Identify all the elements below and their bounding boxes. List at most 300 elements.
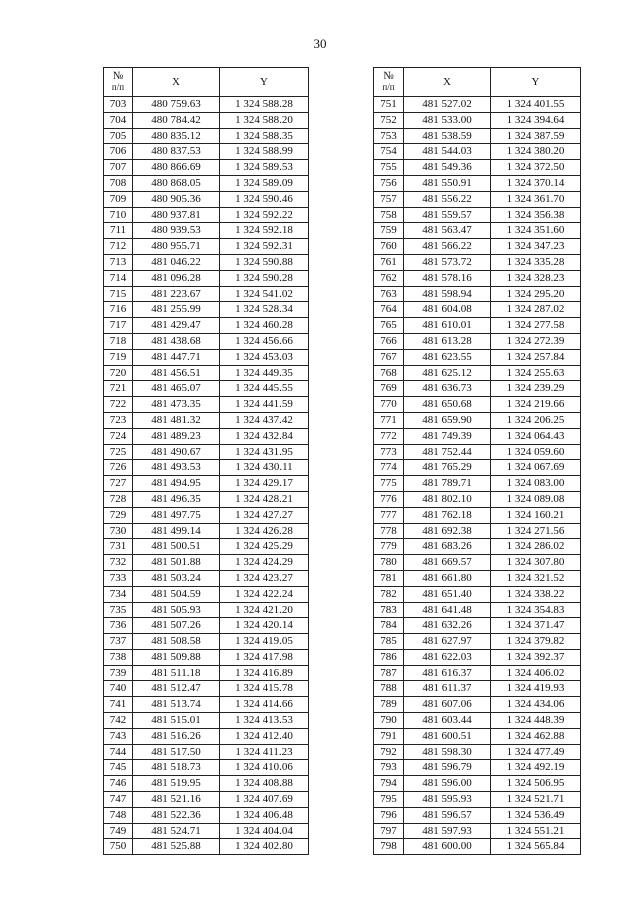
cell-y: 1 324 064.43 — [491, 428, 581, 444]
cell-x: 481 473.35 — [133, 397, 220, 413]
cell-number: 762 — [374, 270, 404, 286]
table-row — [374, 507, 581, 523]
cell-x: 481 508.58 — [133, 634, 220, 650]
table-row — [374, 586, 581, 602]
table-row — [374, 602, 581, 618]
cell-y: 1 324 419.05 — [220, 634, 309, 650]
cell-x: 481 512.47 — [133, 681, 220, 697]
cell-number: 793 — [374, 760, 404, 776]
cell-x: 481 490.67 — [133, 444, 220, 460]
cell-number: 751 — [374, 97, 404, 113]
cell-y: 1 324 415.78 — [220, 681, 309, 697]
cell-x: 481 596.57 — [404, 807, 491, 823]
cell-number: 703 — [104, 97, 133, 113]
cell-number: 754 — [374, 144, 404, 160]
cell-y: 1 324 356.38 — [491, 207, 581, 223]
cell-number: 743 — [104, 728, 133, 744]
cell-x: 481 518.73 — [133, 760, 220, 776]
cell-y: 1 324 434.06 — [491, 697, 581, 713]
cell-y: 1 324 430.11 — [220, 460, 309, 476]
cell-number: 745 — [104, 760, 133, 776]
cell-y: 1 324 404.04 — [220, 823, 309, 839]
cell-number: 779 — [374, 539, 404, 555]
cell-x: 481 651.40 — [404, 586, 491, 602]
table-row — [374, 444, 581, 460]
header-y: Y — [491, 68, 581, 97]
table-row — [374, 112, 581, 128]
coordinates-table-right — [373, 67, 581, 855]
cell-x: 481 501.88 — [133, 555, 220, 571]
table-row — [374, 523, 581, 539]
cell-y: 1 324 432.84 — [220, 428, 309, 444]
cell-y: 1 324 286.02 — [491, 539, 581, 555]
cell-number: 753 — [374, 128, 404, 144]
cell-x: 481 622.03 — [404, 649, 491, 665]
table-row — [374, 191, 581, 207]
table-row — [374, 491, 581, 507]
cell-y: 1 324 160.21 — [491, 507, 581, 523]
table-row — [104, 713, 309, 729]
cell-number: 791 — [374, 728, 404, 744]
cell-number: 725 — [104, 444, 133, 460]
cell-y: 1 324 589.09 — [220, 175, 309, 191]
cell-y: 1 324 401.55 — [491, 97, 581, 113]
cell-y: 1 324 411.23 — [220, 744, 309, 760]
cell-number: 777 — [374, 507, 404, 523]
cell-y: 1 324 272.39 — [491, 333, 581, 349]
table-row — [374, 160, 581, 176]
cell-x: 481 519.95 — [133, 776, 220, 792]
cell-x: 481 517.50 — [133, 744, 220, 760]
cell-x: 481 538.59 — [404, 128, 491, 144]
cell-number: 784 — [374, 618, 404, 634]
cell-y: 1 324 419.93 — [491, 681, 581, 697]
table-row — [104, 254, 309, 270]
cell-number: 780 — [374, 555, 404, 571]
cell-y: 1 324 307.80 — [491, 555, 581, 571]
table-row — [104, 618, 309, 634]
cell-y: 1 324 588.20 — [220, 112, 309, 128]
cell-y: 1 324 371.47 — [491, 618, 581, 634]
cell-number: 747 — [104, 792, 133, 808]
cell-number: 746 — [104, 776, 133, 792]
header-number-abbrev: п/п — [111, 82, 125, 92]
table-row — [104, 365, 309, 381]
table-row — [374, 681, 581, 697]
cell-number: 729 — [104, 507, 133, 523]
cell-number: 748 — [104, 807, 133, 823]
cell-x: 481 500.51 — [133, 539, 220, 555]
cell-x: 481 610.01 — [404, 318, 491, 334]
cell-y: 1 324 462.88 — [491, 728, 581, 744]
table-row — [104, 539, 309, 555]
cell-number: 759 — [374, 223, 404, 239]
cell-x: 481 607.06 — [404, 697, 491, 713]
cell-x: 480 759.63 — [133, 97, 220, 113]
cell-number: 724 — [104, 428, 133, 444]
table-row — [104, 112, 309, 128]
cell-number: 707 — [104, 160, 133, 176]
cell-y: 1 324 588.99 — [220, 144, 309, 160]
cell-x: 481 596.00 — [404, 776, 491, 792]
cell-number: 727 — [104, 476, 133, 492]
cell-y: 1 324 351.60 — [491, 223, 581, 239]
cell-x: 481 507.26 — [133, 618, 220, 634]
table-row — [374, 428, 581, 444]
cell-number: 794 — [374, 776, 404, 792]
cell-y: 1 324 413.53 — [220, 713, 309, 729]
cell-x: 481 749.39 — [404, 428, 491, 444]
cell-x: 481 505.93 — [133, 602, 220, 618]
table-row — [104, 839, 309, 855]
cell-y: 1 324 506.95 — [491, 776, 581, 792]
cell-y: 1 324 380.20 — [491, 144, 581, 160]
cell-number: 776 — [374, 491, 404, 507]
table-row — [104, 728, 309, 744]
cell-y: 1 324 588.28 — [220, 97, 309, 113]
cell-x: 481 516.26 — [133, 728, 220, 744]
cell-number: 736 — [104, 618, 133, 634]
cell-number: 774 — [374, 460, 404, 476]
cell-y: 1 324 421.20 — [220, 602, 309, 618]
cell-number: 714 — [104, 270, 133, 286]
cell-number: 737 — [104, 634, 133, 650]
cell-x: 481 456.51 — [133, 365, 220, 381]
cell-y: 1 324 239.29 — [491, 381, 581, 397]
table-row — [374, 318, 581, 334]
cell-y: 1 324 408.88 — [220, 776, 309, 792]
table-row — [104, 507, 309, 523]
cell-x: 481 497.75 — [133, 507, 220, 523]
cell-y: 1 324 206.25 — [491, 412, 581, 428]
cell-y: 1 324 328.23 — [491, 270, 581, 286]
cell-x: 481 600.00 — [404, 839, 491, 855]
cell-x: 480 939.53 — [133, 223, 220, 239]
cell-number: 787 — [374, 665, 404, 681]
cell-number: 722 — [104, 397, 133, 413]
table-row — [374, 555, 581, 571]
cell-y: 1 324 257.84 — [491, 349, 581, 365]
cell-number: 772 — [374, 428, 404, 444]
cell-number: 735 — [104, 602, 133, 618]
cell-y: 1 324 492.19 — [491, 760, 581, 776]
cell-number: 711 — [104, 223, 133, 239]
cell-number: 726 — [104, 460, 133, 476]
cell-y: 1 324 347.23 — [491, 239, 581, 255]
cell-number: 713 — [104, 254, 133, 270]
table-row — [104, 807, 309, 823]
cell-x: 481 556.22 — [404, 191, 491, 207]
table-row — [104, 776, 309, 792]
cell-y: 1 324 387.59 — [491, 128, 581, 144]
cell-y: 1 324 528.34 — [220, 302, 309, 318]
table-header-row — [104, 68, 309, 97]
header-number — [104, 68, 133, 97]
cell-number: 730 — [104, 523, 133, 539]
cell-x: 481 493.53 — [133, 460, 220, 476]
table-row — [104, 792, 309, 808]
table-row — [104, 128, 309, 144]
table-row — [104, 760, 309, 776]
cell-y: 1 324 541.02 — [220, 286, 309, 302]
cell-number: 756 — [374, 175, 404, 191]
table-row — [374, 634, 581, 650]
cell-number: 740 — [104, 681, 133, 697]
cell-y: 1 324 407.69 — [220, 792, 309, 808]
cell-y: 1 324 423.27 — [220, 570, 309, 586]
cell-y: 1 324 372.50 — [491, 160, 581, 176]
table-row — [374, 397, 581, 413]
table-row — [374, 286, 581, 302]
cell-x: 481 494.95 — [133, 476, 220, 492]
cell-x: 480 905.36 — [133, 191, 220, 207]
cell-number: 767 — [374, 349, 404, 365]
table-row — [104, 97, 309, 113]
table-row — [104, 665, 309, 681]
cell-x: 480 868.05 — [133, 175, 220, 191]
cell-y: 1 324 590.88 — [220, 254, 309, 270]
cell-y: 1 324 412.40 — [220, 728, 309, 744]
table-row — [104, 381, 309, 397]
cell-x: 481 527.02 — [404, 97, 491, 113]
cell-number: 752 — [374, 112, 404, 128]
cell-y: 1 324 420.14 — [220, 618, 309, 634]
cell-y: 1 324 449.35 — [220, 365, 309, 381]
cell-x: 481 616.37 — [404, 665, 491, 681]
cell-number: 769 — [374, 381, 404, 397]
cell-y: 1 324 592.18 — [220, 223, 309, 239]
cell-y: 1 324 590.46 — [220, 191, 309, 207]
cell-number: 716 — [104, 302, 133, 318]
cell-number: 750 — [104, 839, 133, 855]
cell-number: 773 — [374, 444, 404, 460]
cell-y: 1 324 277.58 — [491, 318, 581, 334]
table-row — [104, 428, 309, 444]
table-row — [104, 191, 309, 207]
table-row — [104, 555, 309, 571]
cell-number: 732 — [104, 555, 133, 571]
cell-number: 775 — [374, 476, 404, 492]
table-row — [374, 665, 581, 681]
table-row — [104, 602, 309, 618]
cell-x: 481 559.57 — [404, 207, 491, 223]
cell-y: 1 324 424.29 — [220, 555, 309, 571]
header-number-symbol: № — [112, 70, 124, 82]
cell-x: 481 481.32 — [133, 412, 220, 428]
cell-x: 481 515.01 — [133, 713, 220, 729]
table-row — [104, 333, 309, 349]
table-row — [104, 302, 309, 318]
header-y: Y — [220, 68, 309, 97]
cell-y: 1 324 406.02 — [491, 665, 581, 681]
cell-x: 481 465.07 — [133, 381, 220, 397]
cell-number: 796 — [374, 807, 404, 823]
cell-number: 786 — [374, 649, 404, 665]
cell-x: 481 504.59 — [133, 586, 220, 602]
cell-x: 481 692.38 — [404, 523, 491, 539]
cell-number: 790 — [374, 713, 404, 729]
cell-x: 481 438.68 — [133, 333, 220, 349]
cell-x: 481 447.71 — [133, 349, 220, 365]
cell-y: 1 324 255.63 — [491, 365, 581, 381]
cell-number: 715 — [104, 286, 133, 302]
cell-x: 480 784.42 — [133, 112, 220, 128]
cell-y: 1 324 416.89 — [220, 665, 309, 681]
cell-x: 481 509.88 — [133, 649, 220, 665]
cell-y: 1 324 592.22 — [220, 207, 309, 223]
cell-number: 710 — [104, 207, 133, 223]
cell-x: 481 604.08 — [404, 302, 491, 318]
cell-number: 704 — [104, 112, 133, 128]
cell-y: 1 324 590.28 — [220, 270, 309, 286]
cell-x: 481 765.29 — [404, 460, 491, 476]
table-row — [374, 239, 581, 255]
table-row — [104, 681, 309, 697]
cell-x: 481 613.28 — [404, 333, 491, 349]
cell-x: 481 683.26 — [404, 539, 491, 555]
cell-y: 1 324 417.98 — [220, 649, 309, 665]
table-row — [374, 302, 581, 318]
cell-y: 1 324 426.28 — [220, 523, 309, 539]
table-row — [104, 491, 309, 507]
cell-number: 739 — [104, 665, 133, 681]
cell-y: 1 324 402.80 — [220, 839, 309, 855]
cell-number: 781 — [374, 570, 404, 586]
cell-x: 481 603.44 — [404, 713, 491, 729]
cell-y: 1 324 429.17 — [220, 476, 309, 492]
table-row — [104, 239, 309, 255]
cell-x: 481 255.99 — [133, 302, 220, 318]
table-row — [104, 318, 309, 334]
cell-y: 1 324 392.37 — [491, 649, 581, 665]
cell-y: 1 324 067.69 — [491, 460, 581, 476]
cell-number: 741 — [104, 697, 133, 713]
table-row — [374, 254, 581, 270]
cell-y: 1 324 219.66 — [491, 397, 581, 413]
table-row — [104, 744, 309, 760]
cell-number: 766 — [374, 333, 404, 349]
cell-number: 765 — [374, 318, 404, 334]
cell-number: 721 — [104, 381, 133, 397]
cell-y: 1 324 589.53 — [220, 160, 309, 176]
cell-x: 481 533.00 — [404, 112, 491, 128]
cell-x: 481 596.79 — [404, 760, 491, 776]
cell-x: 481 598.94 — [404, 286, 491, 302]
cell-x: 481 659.90 — [404, 412, 491, 428]
cell-y: 1 324 588.35 — [220, 128, 309, 144]
cell-x: 481 521.16 — [133, 792, 220, 808]
table-header-row — [374, 68, 581, 97]
cell-number: 712 — [104, 239, 133, 255]
table-row — [374, 365, 581, 381]
cell-x: 481 611.37 — [404, 681, 491, 697]
cell-number: 764 — [374, 302, 404, 318]
cell-x: 481 429.47 — [133, 318, 220, 334]
table-row — [104, 823, 309, 839]
cell-x: 481 046.22 — [133, 254, 220, 270]
cell-x: 481 661.80 — [404, 570, 491, 586]
table-row — [374, 728, 581, 744]
cell-number: 782 — [374, 586, 404, 602]
cell-number: 720 — [104, 365, 133, 381]
cell-y: 1 324 453.03 — [220, 349, 309, 365]
cell-number: 718 — [104, 333, 133, 349]
cell-y: 1 324 379.82 — [491, 634, 581, 650]
table-row — [374, 776, 581, 792]
cell-x: 481 499.14 — [133, 523, 220, 539]
cell-y: 1 324 406.48 — [220, 807, 309, 823]
cell-x: 481 625.12 — [404, 365, 491, 381]
cell-number: 717 — [104, 318, 133, 334]
cell-number: 749 — [104, 823, 133, 839]
table-row — [374, 697, 581, 713]
cell-x: 481 598.30 — [404, 744, 491, 760]
table-row — [374, 349, 581, 365]
table-row — [104, 160, 309, 176]
cell-x: 480 866.69 — [133, 160, 220, 176]
cell-y: 1 324 335.28 — [491, 254, 581, 270]
cell-y: 1 324 089.08 — [491, 491, 581, 507]
cell-number: 768 — [374, 365, 404, 381]
cell-x: 481 600.51 — [404, 728, 491, 744]
table-row — [104, 286, 309, 302]
table-row — [374, 223, 581, 239]
cell-x: 481 096.28 — [133, 270, 220, 286]
cell-number: 719 — [104, 349, 133, 365]
table-row — [104, 397, 309, 413]
cell-x: 481 544.03 — [404, 144, 491, 160]
cell-number: 757 — [374, 191, 404, 207]
cell-x: 481 223.67 — [133, 286, 220, 302]
cell-x: 480 835.12 — [133, 128, 220, 144]
table-row — [104, 570, 309, 586]
cell-y: 1 324 354.83 — [491, 602, 581, 618]
cell-x: 481 636.73 — [404, 381, 491, 397]
table-row — [374, 792, 581, 808]
table-row — [374, 570, 581, 586]
cell-number: 797 — [374, 823, 404, 839]
table-row — [374, 649, 581, 665]
cell-number: 709 — [104, 191, 133, 207]
cell-x: 481 597.93 — [404, 823, 491, 839]
table-row — [374, 760, 581, 776]
table-row — [374, 270, 581, 286]
cell-x: 481 627.97 — [404, 634, 491, 650]
cell-y: 1 324 059.60 — [491, 444, 581, 460]
page-number: 30 — [313, 36, 327, 51]
cell-number: 733 — [104, 570, 133, 586]
header-x: X — [404, 68, 491, 97]
cell-y: 1 324 448.39 — [491, 713, 581, 729]
cell-number: 761 — [374, 254, 404, 270]
cell-x: 481 489.23 — [133, 428, 220, 444]
cell-y: 1 324 287.02 — [491, 302, 581, 318]
cell-number: 755 — [374, 160, 404, 176]
table-row — [104, 412, 309, 428]
cell-y: 1 324 551.21 — [491, 823, 581, 839]
cell-y: 1 324 536.49 — [491, 807, 581, 823]
table-row — [374, 175, 581, 191]
cell-x: 481 513.74 — [133, 697, 220, 713]
cell-y: 1 324 394.64 — [491, 112, 581, 128]
cell-y: 1 324 477.49 — [491, 744, 581, 760]
cell-number: 792 — [374, 744, 404, 760]
table-row — [104, 523, 309, 539]
header-number — [374, 68, 404, 97]
cell-y: 1 324 592.31 — [220, 239, 309, 255]
cell-x: 481 524.71 — [133, 823, 220, 839]
cell-y: 1 324 410.06 — [220, 760, 309, 776]
